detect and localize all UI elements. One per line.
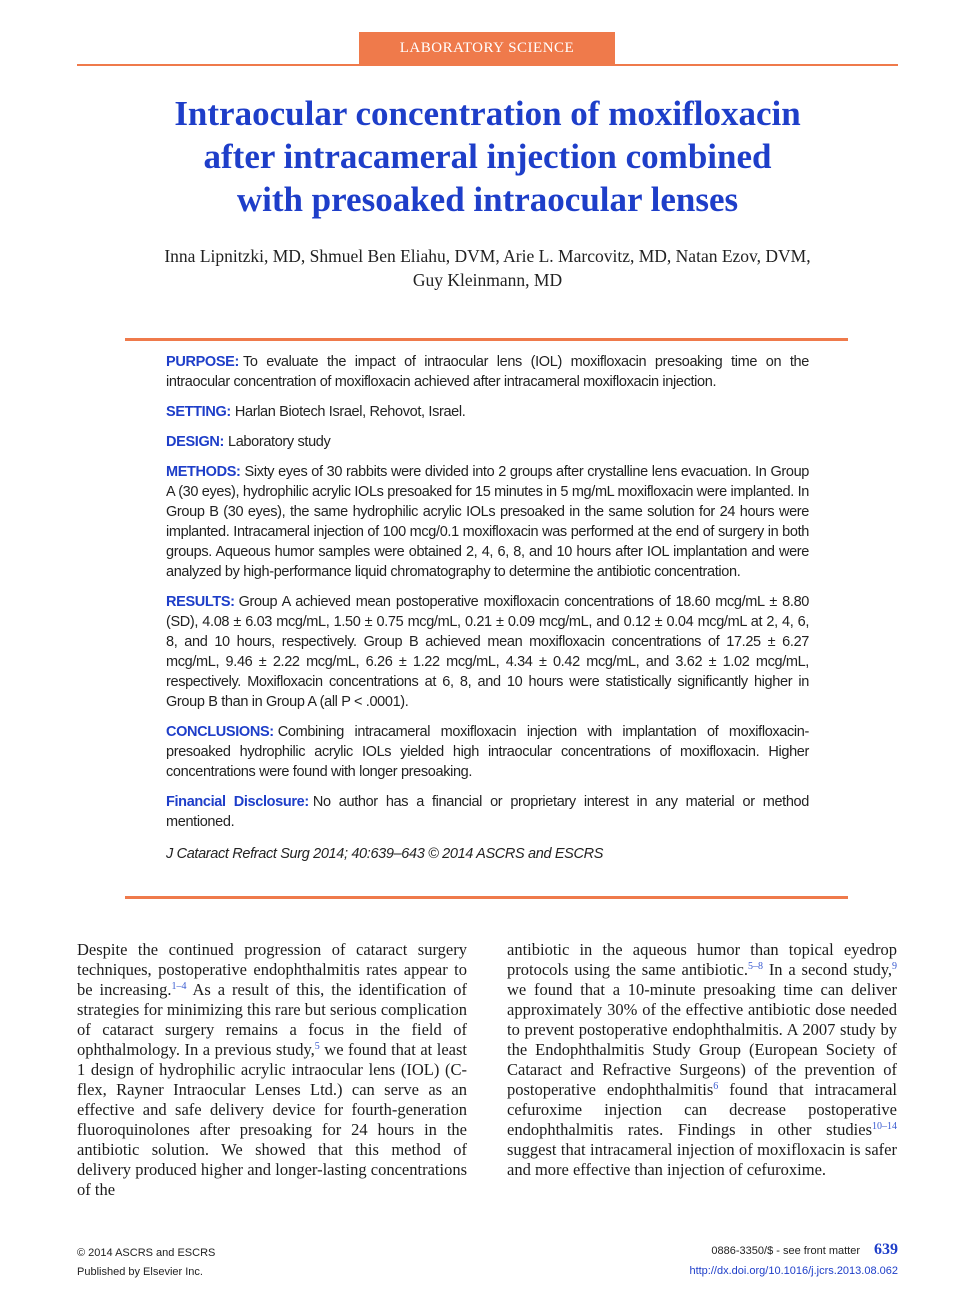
doi-link[interactable]: http://dx.doi.org/10.1016/j.jcrs.2013.08.062 [689,1265,898,1277]
abstract-text: Group A achieved mean postoperative moxifloxacin concentrations of 18.60 mcg/mL ± 8.80 (SD), 4.08 ± 6.03 mcg/mL, 1.50 ± 0.75 mcg/mL, 0.21 ± 0.09 mcg/mL, and 0.12 ± 0.04 mcg/mL at 2, 4, 6, 8, and 10 hours, respectively. Group B achieved mean moxifloxacin concentrations of 17.25 ± 6.27 mcg/mL, 9.46 ± 2.22 mcg/mL, 6.26 ± 1.22 mcg/mL, 4.34 ± 0.42 mcg/mL, and 3.62 ± 1.02 mcg/mL, respectively. Moxifloxacin concentrations at 6, 8, and 10 hours were statistically significantly higher in Group B than in Group A (all P < .0001). [166,594,809,710]
abstract-label: SETTING: [166,404,231,420]
author-line: Inna Lipnitzki, MD, Shmuel Ben Eliahu, DVM, Arie L. Marcovitz, MD, Natan Ezov, DVM, [164,246,811,266]
body-text: Despite the continued progression of cataract surgery techniques, postoperative endophthalmitis rates appear to be increasing. [77,940,467,999]
footer-right [689,1240,898,1281]
page-number: 639 [874,1241,898,1258]
abstract-label: PURPOSE: [166,354,239,370]
abstract-text: Harlan Biotech Israel, Rehovot, Israel. [234,404,466,420]
body-text: suggest that intracameral injection of moxifloxacin is safer and more effective than injection of cefuroxime. [507,1140,897,1179]
abstract-text: Combining intracameral moxifloxacin injection with implantation of moxifloxacin-presoaked hydrophilic acrylic IOLs yielded high intraocular concentrations of moxifloxacin. Higher concentrations were found with longer presoaking. [166,724,809,780]
abstract-label: METHODS: [166,464,241,480]
footer-left [77,1244,215,1282]
abstract-label: DESIGN: [166,434,224,450]
abstract-disclosure [166,792,809,832]
body-text: In a second study, [762,960,892,979]
body-column-left [77,940,467,1200]
publisher-text: Published by Elsevier Inc. [77,1266,203,1278]
abstract-label: Financial Disclosure: [166,794,309,810]
issn-text: 0886-3350/$ - see front matter [711,1245,860,1257]
abstract-purpose [166,352,809,392]
abstract-results [166,592,809,712]
body-text: we found that a 10-minute presoaking time can deliver approximately 30% of the effective antibiotic dose needed to prevent postoperative endophthalmitis. A 2007 study by the Endophthalmitis Study Group (European Society of Cataract and Refractive Surgeons) of the prevention of postoperative endophthalmitis [507,980,897,1099]
article-title [77,92,898,221]
title-line: Intraocular concentration of moxifloxacin [174,94,801,133]
body-text: we found that at least 1 design of hydrophilic acrylic intraocular lens (IOL) (C-flex, Rayner Intraocular Lenses Ltd.) can serve as an effective and safe delivery device for fourth-generation fluoroquinolones after presoaking for 24 hours in the antibiotic solution. We showed that this method of delivery produced higher and longer-lasting concentrations of the [77,1040,467,1199]
abstract-label: RESULTS: [166,594,235,610]
copyright-text: © 2014 ASCRS and ESCRS [77,1247,216,1259]
reference-link[interactable]: 5 [314,1041,320,1052]
abstract-text: Laboratory study [227,434,331,450]
reference-link[interactable]: 5–8 [747,961,763,972]
reference-link[interactable]: 10–14 [872,1121,897,1132]
abstract [166,352,809,874]
reference-link[interactable]: 6 [713,1081,719,1092]
body-text: antibiotic in the aqueous humor than topical eyedrop protocols using the same antibiotic. [507,940,897,979]
author-list [77,244,898,292]
body-column-right [507,940,897,1180]
title-line: after intracameral injection combined [203,137,772,176]
abstract-conclusions [166,722,809,782]
body-text: As a result of this, the identification of strategies for minimizing this rare but serious complication of cataract surgery remains a focus in the field of ophthalmology. In a previous study, [77,980,467,1059]
header-divider [77,64,898,66]
abstract-label: CONCLUSIONS: [166,724,274,740]
title-line: with presoaked intraocular lenses [236,180,739,219]
body-text: found that intracameral cefuroxime injection can decrease postoperative endophthalmitis rates. Findings in other studies [507,1080,898,1139]
reference-link[interactable]: 1–4 [171,981,187,992]
section-label: LABORATORY SCIENCE [359,32,615,64]
author-line: Guy Kleinmann, MD [412,270,563,290]
abstract-methods [166,462,809,582]
footer-issn-row [689,1240,898,1261]
abstract-setting [166,402,809,422]
abstract-design [166,432,809,452]
abstract-text: No author has a financial or proprietary interest in any material or method mentioned. [166,794,809,830]
journal-citation: J Cataract Refract Surg 2014; 40:639–643 © 2014 ASCRS and ESCRS [166,846,604,862]
abstract-top-divider [125,338,848,341]
page-footer [77,1240,898,1280]
abstract-text: Sixty eyes of 30 rabbits were divided into 2 groups after crystalline lens evacuation. In Group A (30 eyes), hydrophilic acrylic IOLs presoaked for 15 minutes in 5 mg/mL moxifloxacin were implanted. In Group B (30 eyes), the same hydrophilic acrylic IOLs presoaked in the same solution for 24 hours were implanted. Intracameral injection of 100 mcg/0.1 moxifloxacin was performed at the end of surgery in both groups. Aqueous humor samples were obtained 2, 4, 6, 8, and 10 hours after IOL implantation and were analyzed by high-performance liquid chromatography to determine the antibiotic concentration. [166,464,809,580]
reference-link[interactable]: 9 [892,961,897,972]
abstract-text: To evaluate the impact of intraocular lens (IOL) moxifloxacin presoaking time on the intraocular concentration of moxifloxacin achieved after intracameral moxifloxacin injection. [166,354,809,390]
abstract-bottom-divider [125,896,848,899]
